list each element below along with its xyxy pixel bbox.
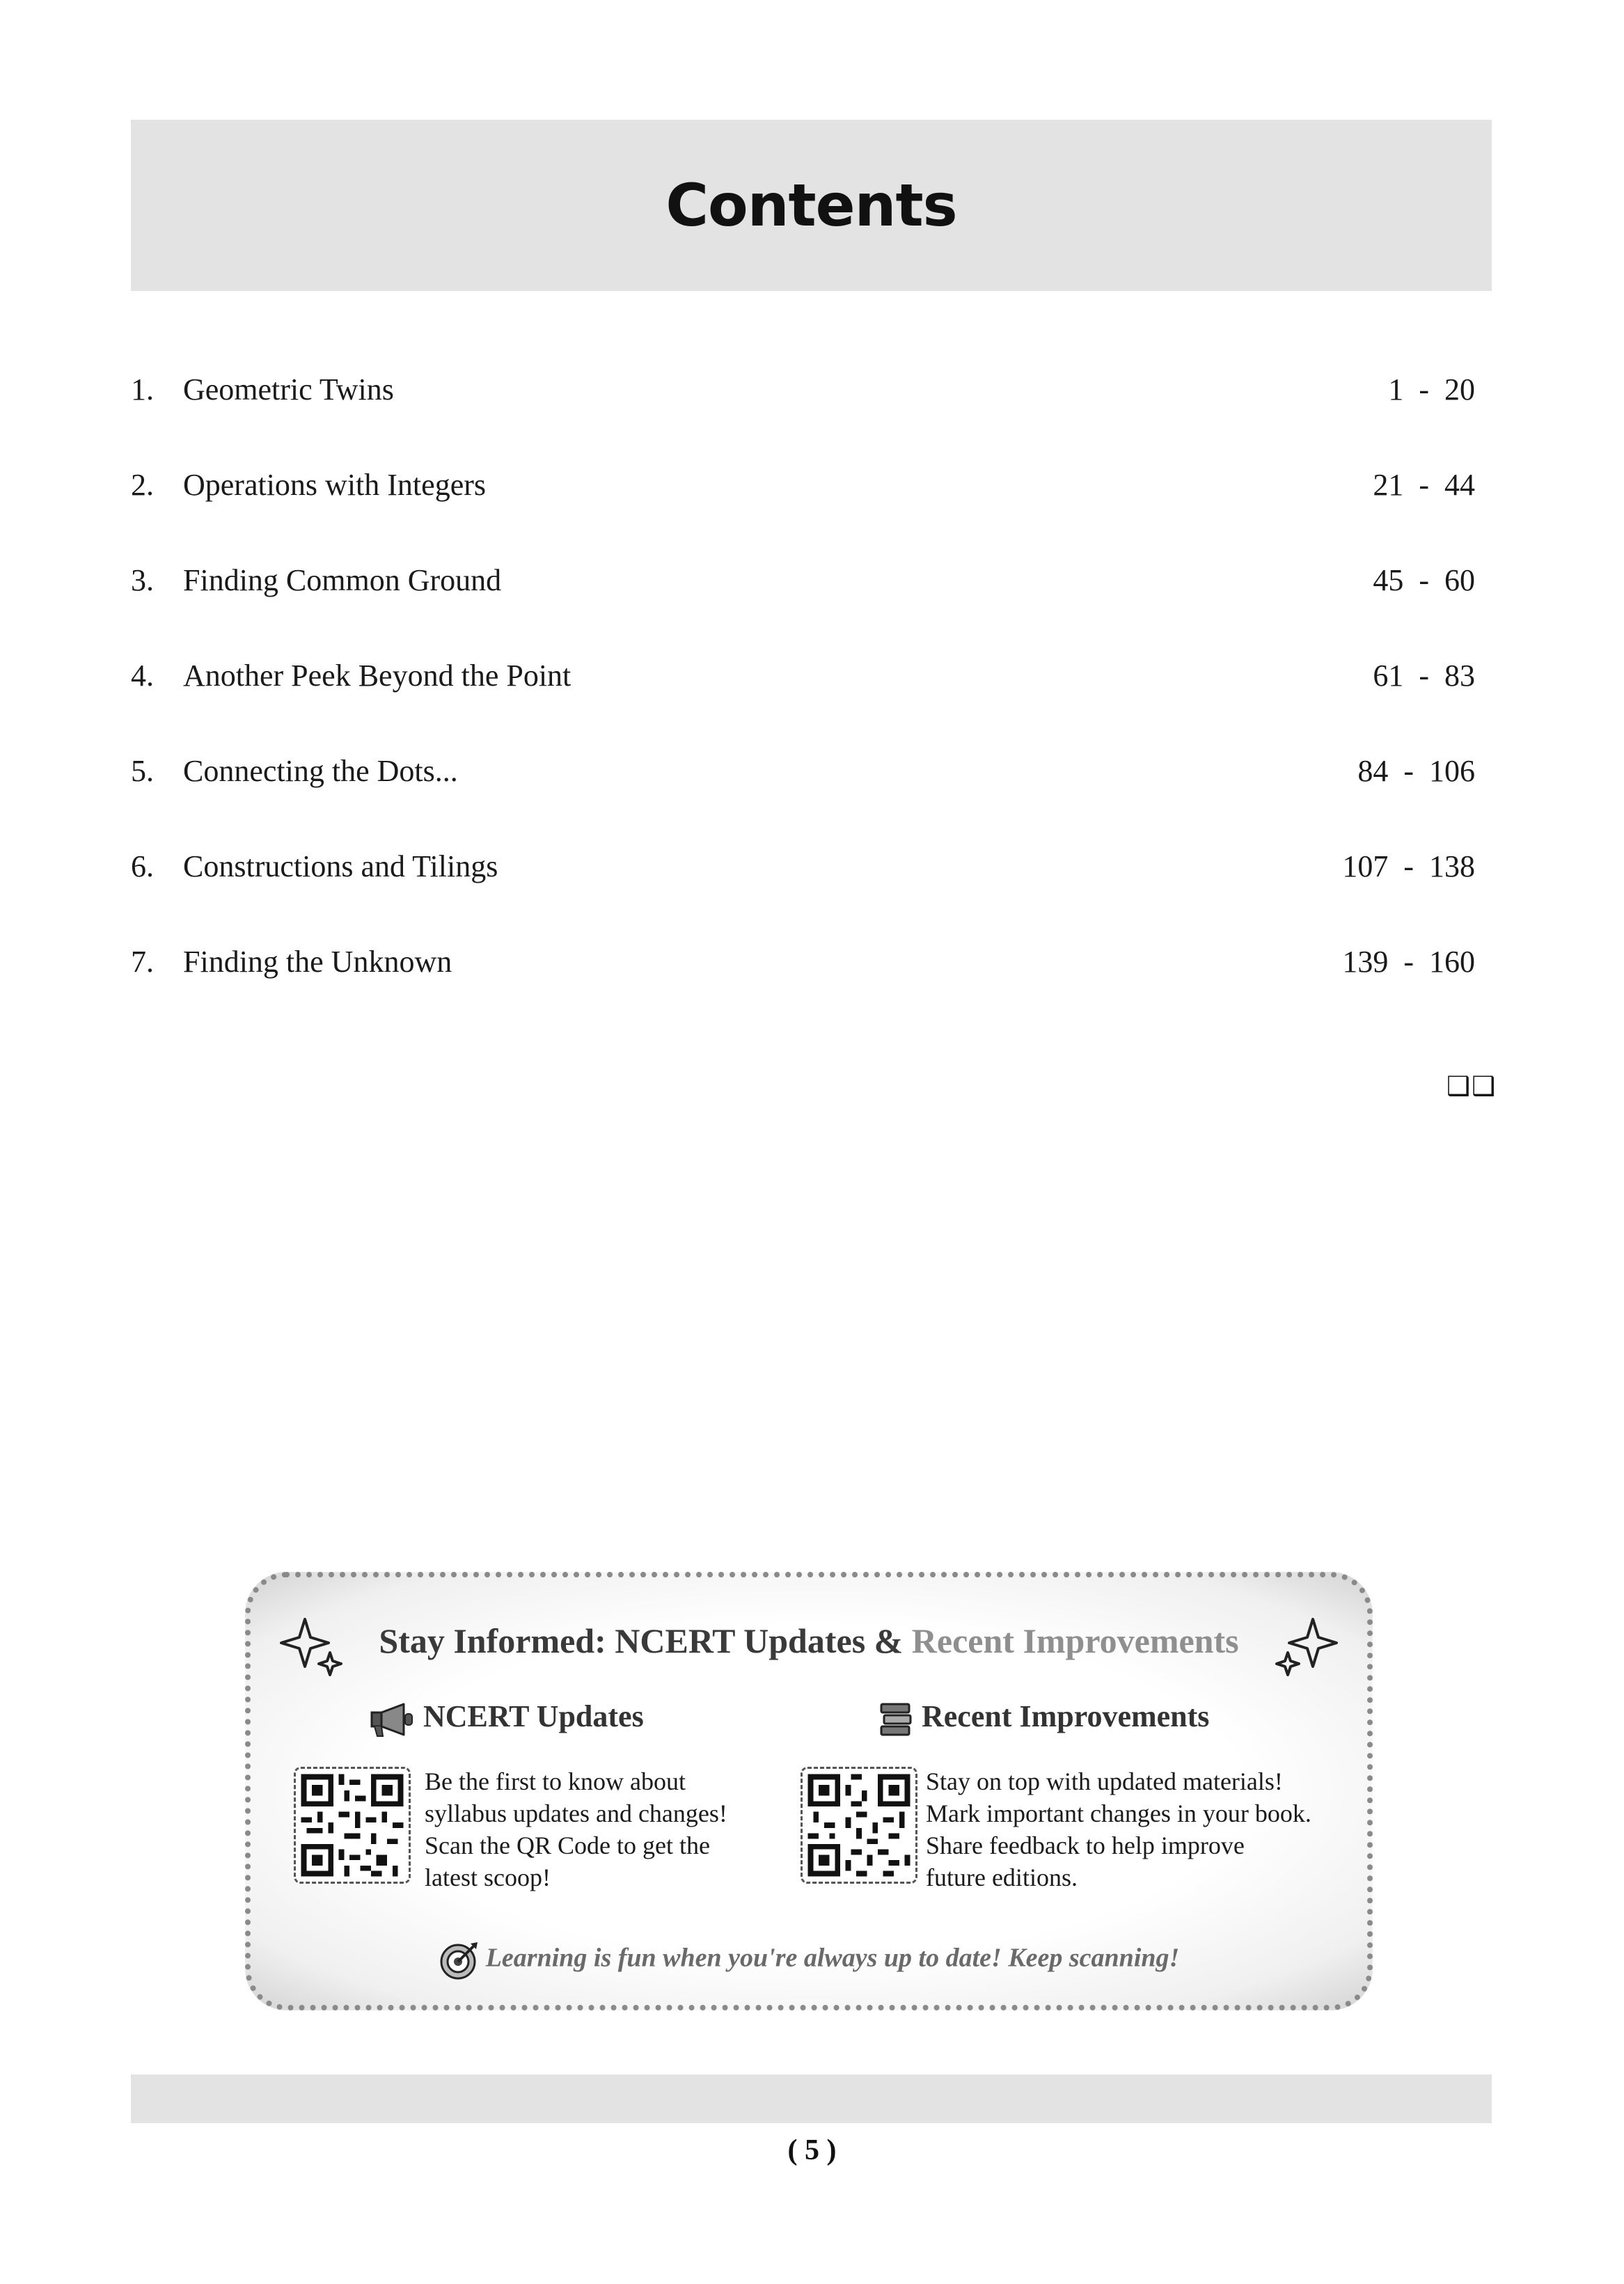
toc-pages: 61 - 83 [1373,659,1475,693]
toc-title[interactable]: Operations with Integers [183,468,486,502]
toc-row[interactable] [131,934,1492,990]
text-line: syllabus updates and changes! [425,1799,727,1827]
ncert-updates-text [425,1765,787,1893]
toc-row[interactable] [131,362,1492,418]
updates-panel [245,1572,1373,2010]
toc-row[interactable] [131,648,1492,704]
toc-number: 5. [131,754,154,788]
toc-pages: 45 - 60 [1373,563,1475,597]
toc-row[interactable] [131,553,1492,608]
toc-pages: 139 - 160 [1342,945,1475,979]
toc-title[interactable]: Connecting the Dots... [183,754,458,788]
toc-title[interactable]: Constructions and Tilings [183,849,498,883]
sparkle-icon [1272,1614,1339,1680]
qr-code-recent-improvements[interactable] [801,1767,917,1884]
toc-number: 7. [131,945,154,979]
toc-pages: 1 - 20 [1388,372,1475,407]
toc-title[interactable]: Geometric Twins [183,372,394,407]
toc-pages: 107 - 138 [1342,849,1475,883]
panel-title-accent: Recent Improvements [911,1621,1239,1660]
toc-number: 3. [131,563,154,597]
ncert-updates-label: NCERT Updates [423,1699,644,1733]
text-line: future editions. [926,1864,1078,1891]
toc-row[interactable] [131,743,1492,799]
toc-number: 6. [131,849,154,883]
toc-title[interactable]: Finding the Unknown [183,945,452,979]
recent-improvements-label: Recent Improvements [922,1699,1210,1733]
toc-title[interactable]: Finding Common Ground [183,563,502,597]
toc-number: 4. [131,659,154,693]
header-band [131,120,1492,291]
toc-title[interactable]: Another Peek Beyond the Point [183,659,571,693]
panel-footer [251,1939,1367,1981]
text-line: latest scoop! [425,1864,551,1891]
toc-pages: 21 - 44 [1373,468,1475,502]
books-icon [878,1701,913,1738]
panel-title [251,1621,1367,1661]
megaphone-icon [369,1701,415,1738]
toc-number: 1. [131,372,154,407]
panel-footer-text: Learning is fun when you're always up to date! Keep scanning! [485,1943,1180,1973]
text-line: Be the first to know about [425,1767,686,1795]
target-icon [439,1939,480,1981]
text-line: Scan the QR Code to get the [425,1832,710,1859]
text-line: Mark important changes in your book. [926,1799,1311,1827]
ncert-updates-heading [369,1699,644,1738]
recent-improvements-heading [878,1699,1209,1738]
page-title: Contents [665,171,957,239]
footer-band [131,2074,1492,2123]
recent-improvements-text [926,1765,1357,1893]
toc-row[interactable] [131,839,1492,895]
end-mark: ❑❑ [1446,1072,1497,1101]
panel-title-main: Stay Informed: NCERT Updates & [379,1621,912,1660]
page-number: ( 5 ) [787,2134,837,2166]
qr-code-ncert-updates[interactable] [294,1767,411,1884]
toc-pages: 84 - 106 [1357,754,1475,788]
text-line: Stay on top with updated materials! [926,1767,1283,1795]
text-line: Share feedback to help improve [926,1832,1245,1859]
toc-row[interactable] [131,457,1492,513]
toc-number: 2. [131,468,154,502]
